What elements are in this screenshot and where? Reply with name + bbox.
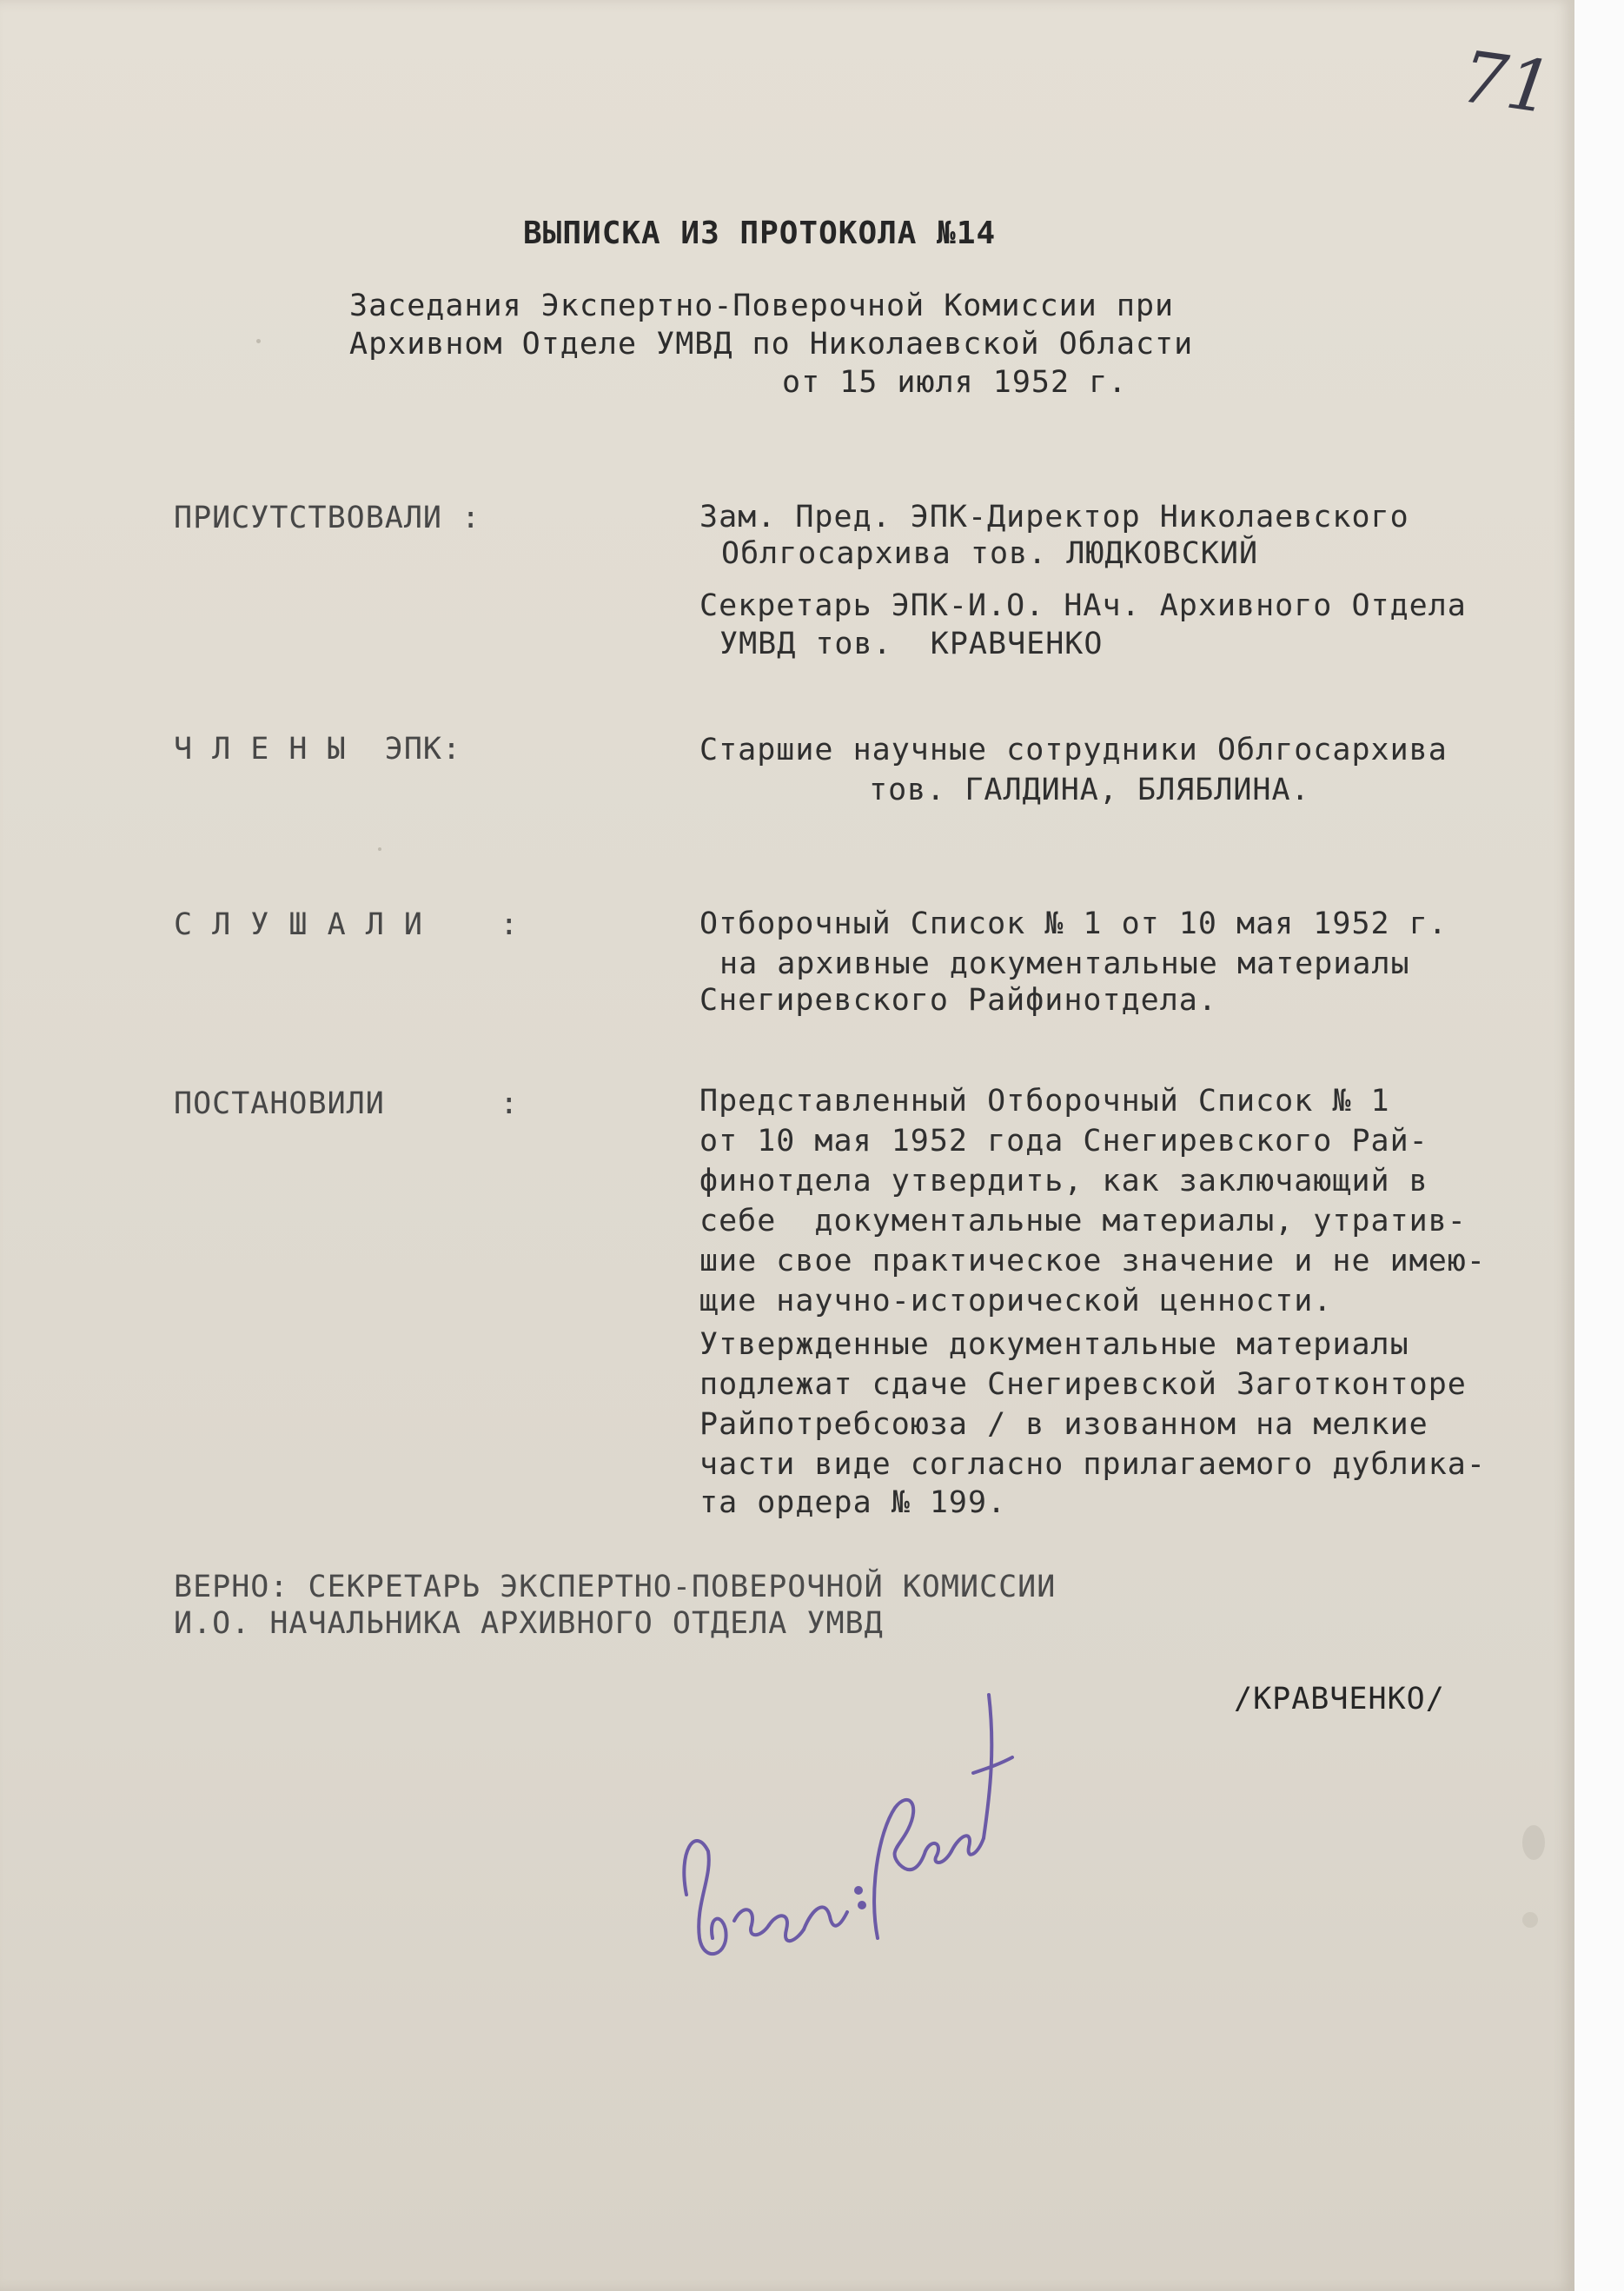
heard-line-2: на архивные документальные материалы xyxy=(719,946,1410,981)
resolved-line-7: Утвержденные документальные материалы xyxy=(699,1327,1409,1362)
resolved-line-4: себе документальные материалы, утратив- xyxy=(699,1204,1467,1238)
paper-speck xyxy=(378,847,381,851)
present-line-2: Облгосархива тов. ЛЮДКОВСКИЙ xyxy=(721,536,1259,571)
resolved-line-1: Представленный Отборочный Список № 1 xyxy=(699,1084,1390,1119)
present-line-4: УМВД тов. КРАВЧЕНКО xyxy=(719,627,1104,661)
signatory-name: /КРАВЧЕНКО/ xyxy=(1234,1682,1445,1717)
resolved-line-8: подлежат сдаче Снегиревской Заготконторе xyxy=(699,1367,1467,1402)
label-present: ПРИСУТСТВОВАЛИ : xyxy=(174,501,481,535)
label-heard: С Л У Ш А Л И : xyxy=(174,907,520,942)
heard-line-3: Снегиревского Райфинотдела. xyxy=(699,983,1217,1018)
resolved-line-11: та ордера № 199. xyxy=(699,1485,1007,1520)
members-line-1: Старшие научные сотрудники Облгосархива xyxy=(699,733,1448,767)
present-line-3: Секретарь ЭПК-И.О. НАч. Архивного Отдела xyxy=(699,588,1467,623)
paper-smudge xyxy=(1522,1825,1545,1860)
paper-speck xyxy=(256,339,261,343)
resolved-line-9: Райпотребсоюза / в изованном на мелкие xyxy=(699,1407,1428,1442)
resolved-line-6: щие научно-исторической ценности. xyxy=(699,1284,1333,1318)
label-resolved: ПОСТАНОВИЛИ : xyxy=(174,1086,520,1121)
heard-line-1: Отборочный Список № 1 от 10 мая 1952 г. xyxy=(699,906,1448,941)
certification-line-2: И.О. НАЧАЛЬНИКА АРХИВНОГО ОТДЕЛА УМВД xyxy=(174,1606,884,1641)
present-line-1: Зам. Пред. ЭПК-Директор Николаевского xyxy=(699,500,1409,535)
label-members: Ч Л Е Н Ы ЭПК: xyxy=(174,732,462,767)
members-line-2: тов. ГАЛДИНА, БЛЯБЛИНА. xyxy=(869,773,1310,807)
scan-border xyxy=(1574,0,1624,2291)
document-title: ВЫПИСКА ИЗ ПРОТОКОЛА №14 xyxy=(523,216,997,251)
resolved-line-2: от 10 мая 1952 года Снегиревского Рай- xyxy=(699,1124,1428,1159)
paper-smudge xyxy=(1522,1912,1538,1928)
subtitle-line-3: от 15 июля 1952 г. xyxy=(782,365,1128,400)
certification-line-1: ВЕРНО: СЕКРЕТАРЬ ЭКСПЕРТНО-ПОВЕРОЧНОЙ КОМИССИИ xyxy=(174,1570,1057,1604)
handwritten-signature xyxy=(660,1677,1025,2008)
subtitle-line-2: Архивном Отделе УМВД по Николаевской Области xyxy=(349,327,1194,362)
page-number: 71 xyxy=(1455,36,1558,130)
resolved-line-5: шие свое практическое значение и не имею- xyxy=(699,1244,1486,1278)
resolved-line-10: части виде согласно прилагаемого дублика- xyxy=(699,1447,1486,1482)
subtitle-line-1: Заседания Экспертно-Поверочной Комиссии при xyxy=(349,289,1175,323)
resolved-line-3: финотдела утвердить, как заключающий в xyxy=(699,1164,1428,1199)
